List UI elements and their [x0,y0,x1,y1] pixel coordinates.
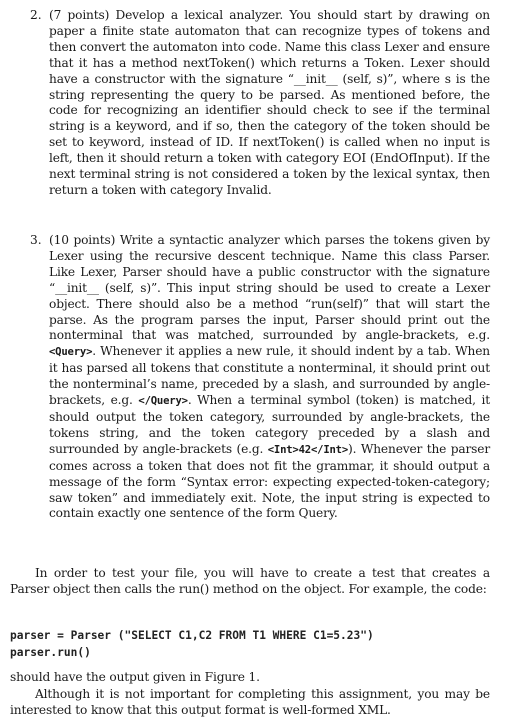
code-line-1: parser = Parser ("SELECT C1,C2 FROM T1 WHERE C1=5.23") [10,629,374,642]
question-2-body: (7 points) Develop a lexical analyzer. You should start by drawing on paper a finite state automaton that can recognize types of tokens and then convert the automaton into code. Name this class Lexer and ensure that it has a method nextToken() which returns a Token. Lexer should have a constructor with the signature “__init__ (self, s)”, where s is the string representing the query to be parsed. As mentioned before, the code for recognizing an identifier should check to see if the terminal string is a keyword, and if so, then the category of the token should be set to keyword, instead of ID. If nextToken() is called when no input is left, then it should return a token with category EOI (EndOfInput). If the next terminal string is not considered a token by the lexical syntax, then return a token with category Invalid. [49,8,490,197]
question-3-body-a: (10 points) Write a syntactic analyzer which parses the tokens given by Lexer using the recursive descent technique. Name this class Parser. Like Lexer, Parser should have a public constructor with the signature “__init__ (self, s)”. This input string should be used to create a Lexer object. There should also be a method “run(self)” that will start the parse. As the program parses the input, Parser should print out the nonterminal that was matched, surrounded by angle-brackets, e.g. [49,233,490,343]
question-3-body-d: ). Whenever the parser comes across a token that does not fit the grammar, it should output a message of the form “Syntax error: expecting expected-token-category; saw token” and immediately exit. Note, the input string is expected to contain exactly one sentence of the form Query. [49,441,490,521]
code-line-2: parser.run() [10,646,91,659]
question-3-body-b: . Whenever it applies a new rule, it should indent by a tab. When it has parsed all tokens that constitute a nonterminal, it should print out the nonterminal’s name, preceded by a slash, and surrounded by angle-brackets, e.g. [49,344,490,408]
question-3-text [49,233,490,522]
question-3-body-c: . When a terminal symbol (token) is matched, it should output the token category, surrounded by angle-brackets, the tokens string, and the token category preceded by a slash and surrounded by angle-brackets (e.g. [49,393,490,456]
inline-code-int-example: <Int>42</Int> [267,443,349,456]
code-block [10,627,490,661]
question-2-number: 2. [30,8,42,22]
output-paragraph: should have the output given in Figure 1. [10,670,260,684]
question-2-text [49,8,490,199]
test-paragraph: In order to test your file, you will have to create a test that creates a Parser object then calls the run() method on the object. For example, the code: [10,566,490,596]
xml-paragraph: Although it is not important for completing this assignment, you may be interested to know that this output format is well-formed XML. [10,687,490,717]
inline-code-query-open: <Query> [49,346,93,359]
inline-code-query-close: </Query> [138,395,188,408]
question-3-number: 3. [30,233,42,247]
